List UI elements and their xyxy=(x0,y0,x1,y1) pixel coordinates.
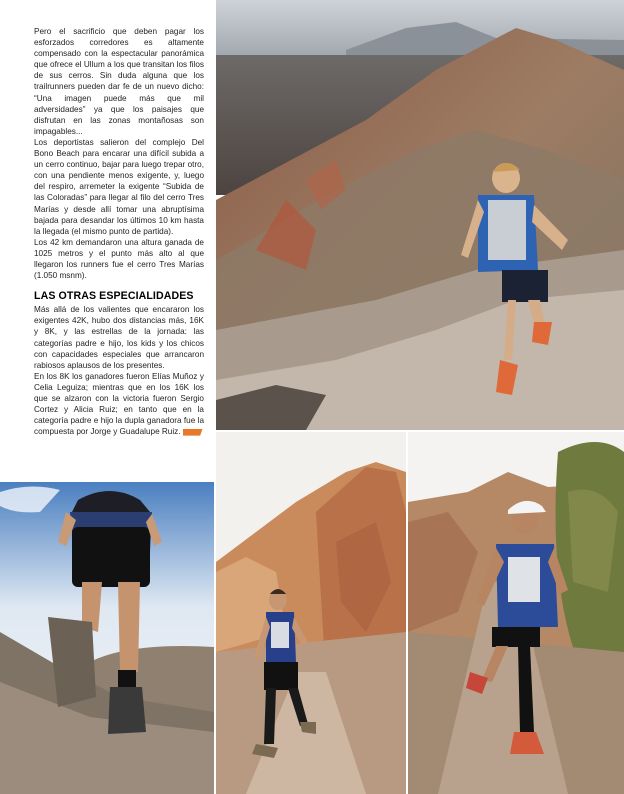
photo-ridge-runner-image xyxy=(216,0,624,430)
photo-low-angle-runner xyxy=(0,482,214,794)
text-column xyxy=(0,0,214,480)
photo-cap-runner-image xyxy=(408,432,624,794)
paragraph-text: En los 8K los ganadores fueron Elías Muñoz y Celia Leguiza; mientras que en los 16K los que se alzaron con la victoria fueron Sergio Cortez y Alicia Ruiz; en tanto que en la categoría padre e hijo la dupla ganadora fue la compuesta por Jorge y Guadalupe Ruiz. xyxy=(34,371,204,437)
paragraph: Los 42 km demandaron una altura ganada de 1025 metros y el punto más alto al que llegaron los runners fue el cerro Tres Marías (1.050 msnm). xyxy=(34,237,204,281)
paragraph: Los deportistas salieron del complejo Del Bono Beach para encarar una difícil subida a un cerro continuo, bajar para luego trepar otro, con una pendiente menos exigente, y, luego del respiro, arremeter la exigente “Subida de las Coloradas” para llegar al filo del cerro Tres Marías y desde allí tomar una abruptísima bajada para desandar los últimos 10 km hasta la llegada (el mismo punto de partida). xyxy=(34,137,204,236)
section-heading: LAS OTRAS ESPECIALIDADES xyxy=(34,290,194,303)
paragraph xyxy=(34,371,204,438)
photo-ridge-runner xyxy=(216,0,624,430)
photo-canyon-runner-image xyxy=(216,432,406,794)
photo-cap-runner xyxy=(408,432,624,794)
paragraph: Pero el sacrificio que deben pagar los esforzados corredores es altamente compensado con la espectacular panorámica que ofrece el Ullum a los que transitan los filos de sus cerros. Sin duda alguna que los trailrunners pueden dar fe de un nuevo dicho: “Una imagen puede más que mil adversidades” ya que los paisajes que disfrutan en las zonas montañosas son impagables... xyxy=(34,27,204,136)
photo-low-angle-runner-image xyxy=(0,482,214,794)
end-mark xyxy=(183,429,203,436)
photo-canyon-runner xyxy=(216,432,406,794)
paragraph: Más allá de los valientes que encararon los exigentes 42K, hubo dos distancias más, 16K y 8K, y las estrellas de la jornada: las categorías padre e hijo, los kids y los chicos con capacidades especiales que arrancaron rabiosos aplausos de los presentes. xyxy=(34,305,204,370)
article-body xyxy=(34,26,204,437)
